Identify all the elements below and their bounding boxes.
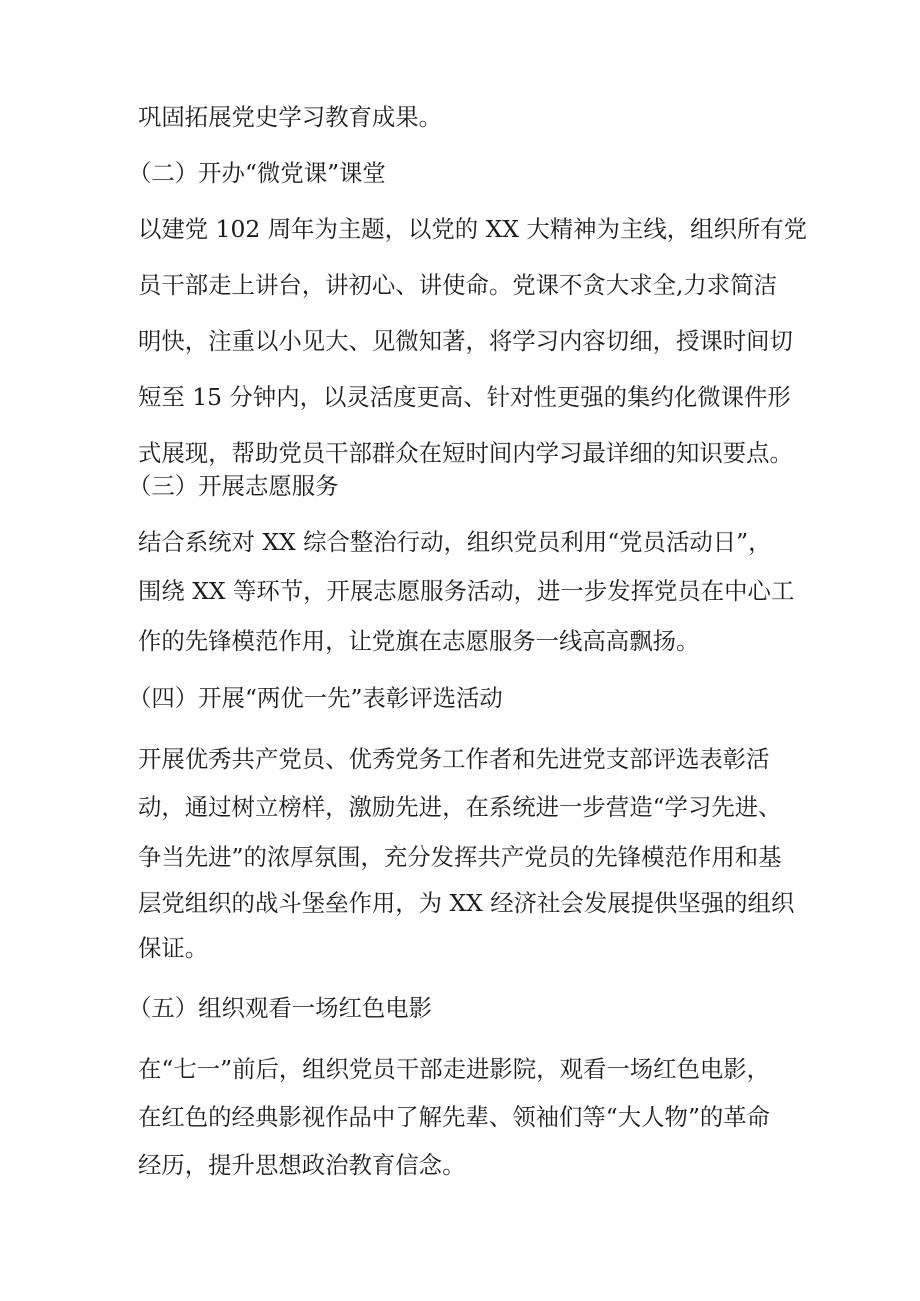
paragraph-line: 在红色的经典影视作品中了解先辈、领袖们等“大人物”的革命 xyxy=(138,1103,771,1131)
paragraph-line: 短至 15 分钟内，以灵活度更高、针对性更强的集约化微课件形 xyxy=(138,383,791,411)
section-heading: （四）开展“两优一先”表彰评选活动 xyxy=(128,684,503,712)
paragraph-line: 开展优秀共产党员、优秀党务工作者和先进党支部评选表彰活 xyxy=(138,745,770,773)
paragraph-line: 动，通过树立榜样，激励先进，在系统进一步营造“学习先进、 xyxy=(138,793,782,821)
section-heading: （五）组织观看一场红色电影 xyxy=(128,994,433,1022)
paragraph-line: 员干部走上讲台，讲初心、讲使命。党课不贪大求全,力求简洁 xyxy=(138,271,777,299)
paragraph-line: 式展现，帮助党员干部群众在短时间内学习最详细的知识要点。 xyxy=(138,439,793,467)
paragraph-line: 争当先进”的浓厚氛围，充分发挥共产党员的先锋模范作用和基 xyxy=(138,843,782,871)
paragraph-line: 在“七一”前后，组织党员干部走进影院，观看一场红色电影， xyxy=(138,1055,771,1083)
paragraph-line: 层党组织的战斗堡垒作用，为 XX 经济社会发展提供坚强的组织 xyxy=(138,889,795,917)
paragraph-line: 以建党 102 周年为主题，以党的 XX 大精神为主线，组织所有党 xyxy=(138,215,808,243)
paragraph-line: 明快，注重以小见大、见微知著，将学习内容切细，授课时间切 xyxy=(138,327,793,355)
paragraph-line: 巩固拓展党史学习教育成果。 xyxy=(138,103,443,131)
paragraph-line: 作的先锋模范作用，让党旗在志愿服务一线高高飘扬。 xyxy=(138,627,700,655)
paragraph-line: 结合系统对 XX 综合整治行动，组织党员利用“党员活动日”， xyxy=(138,528,772,556)
paragraph-line: 保证。 xyxy=(138,934,209,962)
paragraph-line: 经历，提升思想政治教育信念。 xyxy=(138,1151,466,1179)
section-heading: （三）开展志愿服务 xyxy=(128,472,339,500)
paragraph-line: 围绕 XX 等环节，开展志愿服务活动，进一步发挥党员在中心工 xyxy=(138,577,795,605)
section-heading: （二）开办“微党课”课堂 xyxy=(128,159,386,187)
